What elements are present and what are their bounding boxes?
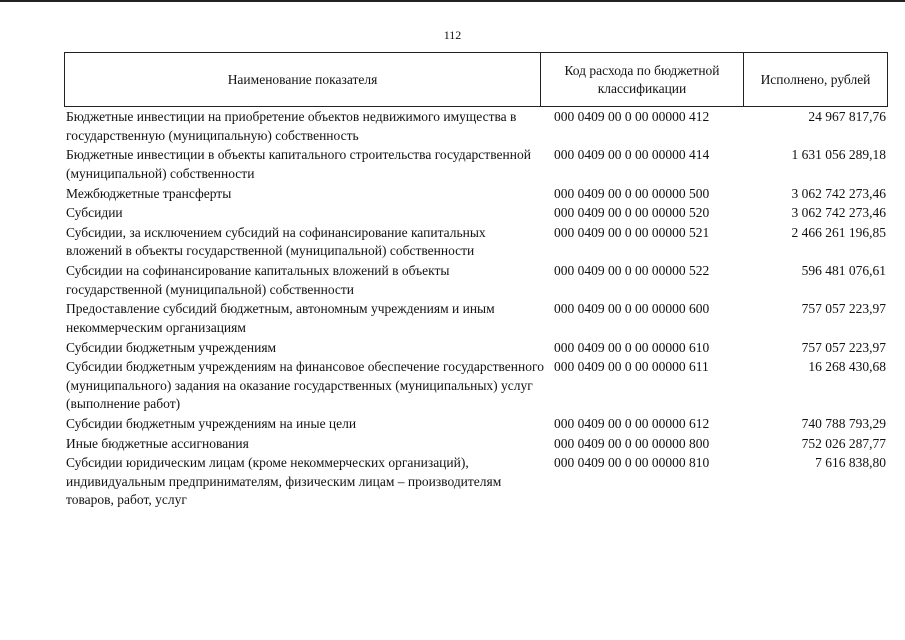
column-header-amount: Исполнено, рублей xyxy=(760,71,871,87)
row-code: 000 0409 00 0 00 00000 412 xyxy=(554,109,710,125)
row-amount: 740 788 793,29 xyxy=(801,415,886,431)
row-code: 000 0409 00 0 00 00000 600 xyxy=(554,301,710,317)
row-code: 000 0409 00 0 00 00000 800 xyxy=(554,435,710,451)
row-code: 000 0409 00 0 00 00000 522 xyxy=(554,263,710,279)
row-code: 000 0409 00 0 00 00000 611 xyxy=(554,359,709,375)
table-row xyxy=(64,337,888,357)
row-code: 000 0409 00 0 00 00000 414 xyxy=(554,147,710,163)
row-amount: 3 062 742 273,46 xyxy=(791,205,886,221)
row-name: Субсидии, за исключением субсидий на софинансирование капитальных вложений в объекты государственной (муниципальной) собственности xyxy=(66,224,486,259)
row-name: Бюджетные инвестиции в объекты капитального строительства государственной (муниципальной) собственности xyxy=(66,147,531,181)
row-code: 000 0409 00 0 00 00000 612 xyxy=(554,415,710,431)
row-amount: 7 616 838,80 xyxy=(815,455,886,471)
table-body xyxy=(64,107,888,510)
row-name: Субсидии бюджетным учреждениям на финансовое обеспечение государственного (муниципального) задания на оказание государственных (муниципальных) услуг (выполнение работ) xyxy=(66,359,544,412)
row-amount: 596 481 076,61 xyxy=(801,263,886,279)
row-name: Субсидии юридическим лицам (кроме некоммерческих организаций), индивидуальным предпринимателям, физическим лицам – производителям товаров, работ, услуг xyxy=(66,455,502,508)
table-row xyxy=(64,203,888,223)
row-name: Предоставление субсидий бюджетным, автономным учреждениям и иным некоммерческим организациям xyxy=(66,301,495,335)
table-row xyxy=(64,357,888,414)
row-code: 000 0409 00 0 00 00000 520 xyxy=(554,205,710,221)
row-amount: 1 631 056 289,18 xyxy=(791,147,886,163)
table-row xyxy=(64,453,888,510)
table-row xyxy=(64,299,888,337)
row-amount: 16 268 430,68 xyxy=(808,359,886,375)
row-name: Субсидии бюджетным учреждениям xyxy=(66,339,277,355)
row-name: Субсидии бюджетным учреждениям на иные цели xyxy=(66,415,357,431)
row-code: 000 0409 00 0 00 00000 610 xyxy=(554,339,710,355)
table-row xyxy=(64,107,888,145)
page-number: 112 xyxy=(443,28,462,42)
row-amount: 757 057 223,97 xyxy=(801,301,886,317)
table-row xyxy=(64,223,888,261)
table-row xyxy=(64,183,888,203)
row-name: Иные бюджетные ассигнования xyxy=(66,435,249,451)
row-amount: 757 057 223,97 xyxy=(801,339,886,355)
table-row xyxy=(64,261,888,299)
row-name: Субсидии xyxy=(66,205,123,221)
table-row xyxy=(64,145,888,183)
row-name: Межбюджетные трансферты xyxy=(66,185,232,201)
row-code: 000 0409 00 0 00 00000 810 xyxy=(554,455,710,471)
row-name: Бюджетные инвестиции на приобретение объектов недвижимого имущества в государственную (муниципальную) собственность xyxy=(66,109,517,143)
row-amount: 24 967 817,76 xyxy=(808,109,886,125)
row-code: 000 0409 00 0 00 00000 521 xyxy=(554,224,710,240)
column-header-name: Наименование показателя xyxy=(65,53,541,106)
row-code: 000 0409 00 0 00 00000 500 xyxy=(554,185,710,201)
row-amount: 2 466 261 196,85 xyxy=(791,224,886,240)
column-header-code: Код расхода по бюджетной классификации xyxy=(541,53,744,106)
table-header xyxy=(64,52,888,107)
row-amount: 3 062 742 273,46 xyxy=(791,185,886,201)
row-amount: 752 026 287,77 xyxy=(801,435,886,451)
table-row xyxy=(64,414,888,434)
row-name: Субсидии на софинансирование капитальных вложений в объекты государственной (муниципальной) собственности xyxy=(66,263,450,297)
table-row xyxy=(64,433,888,453)
top-rule xyxy=(0,0,905,2)
